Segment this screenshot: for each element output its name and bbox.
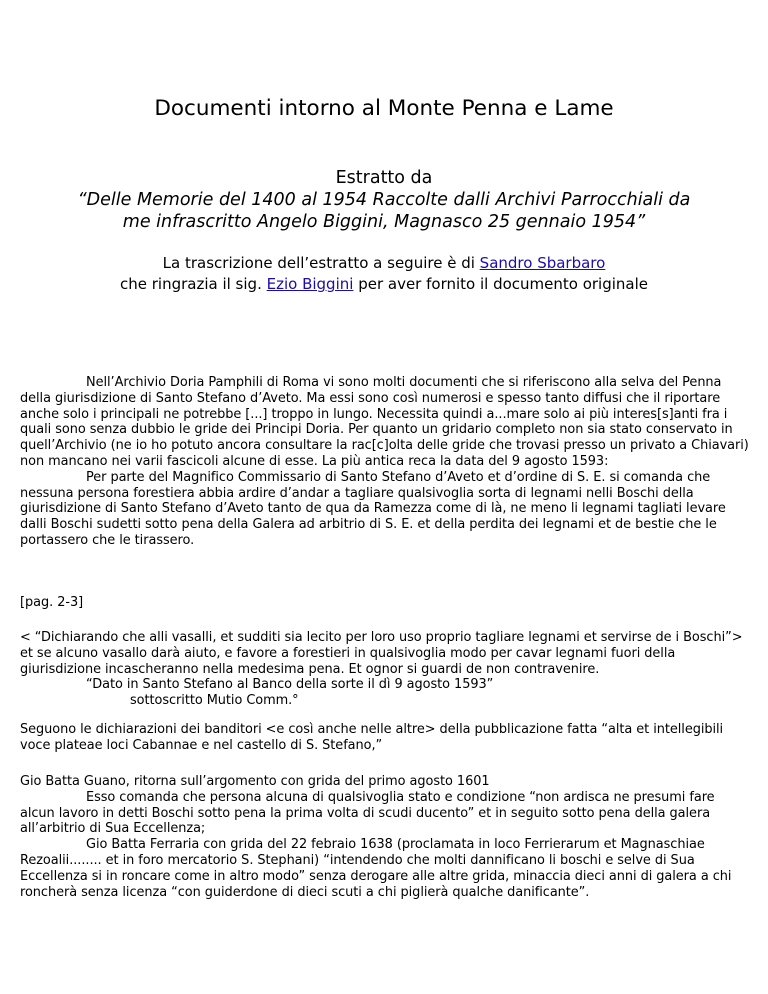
signed-line [20,693,750,709]
paragraph-vassals: < “Dichiarando che alli vasalli, et sudditi sia lecito per loro uso proprio tagliare legnami et servirse de i Boschi”> et se alcuno vasallo darà aiuto, e favore a forestieri in qualsivoglia modo per cavar legnami fuori della giurisdizione incascheranno nella medesima pena. Et ognor si guardi de non contravenire. [20,630,743,677]
paragraph-2-text: Per parte del Magnifico Commissario di Santo Stefano d’Aveto et d’ordine di S. E. si comanda che nessuna persona forestiera abbia ardire d’andar a tagliare qualsivoglia sorta di legnami nelli Boschi della giurisdizione di Santo Stefano d’Aveto tanto de qua da Ramezza come di là, ne meno li legnami tagliati levare dalli Boschi sudetti sotto pena della Galera ad arbitrio di S. E. et della perdita dei legnami et de bestie che le portassero che le tirassero. [20,469,726,548]
page-title: Documenti intorno al Monte Penna e Lame [154,96,614,121]
text-block-3 [20,722,750,754]
page-reference: [pag. 2-3] [20,595,84,610]
text-block-4 [20,774,750,900]
paragraph-6-text: Esso comanda che persona alcuna di qualsivoglia stato e condizione “non ardisca ne presumi fare alcun lavoro in detti Boschi sotto pena la prima volta di scudi ducento” et in seguito sotto pena della galera all’arbitrio di Sua Eccellenza; [20,789,715,837]
dated-line-text: “Dato in Santo Stefano al Banco della sorte il dì 9 agosto 1593” [86,677,494,693]
paragraph-decree [20,470,750,549]
paragraph-ferraria [20,837,750,900]
signed-line-text: sottoscritto Mutio Comm.° [130,693,299,709]
transcription-credits [0,253,768,295]
paragraph-7-text: Gio Batta Ferraria con grida del 22 febraio 1638 (proclamata in loco Ferrierarum et Magnaschiae Rezoalii........ et in foro mercatorio S. Stephani) “intendendo che molti dannificano li boschi e selve di Sua Eccellenza si in roncare come in altro modo” senza derogare alle altre grida, minaccia dieci anni di galera a chi roncherà senza licenza “con guiderdone di dieci scuti a chi piglierà qualche danificante”. [20,837,732,900]
dated-line [20,677,750,693]
paragraph-1-text: Nell’Archivio Doria Pamphili di Roma vi sono molti documenti che si riferiscono alla selva del Penna della giurisdizione di Santo Stefano d’Aveto. Ma essi sono così numerosi e spesso tanto diffusi che il riportare anche solo i principali ne potrebbe [...] troppo in lungo. Necessita quindi a...mare solo ai più interes[s]anti fra i quali sono senza dubbio le gride dei Principi Doria. Per quanto un gridario completo non sia stato conservato in quell’Archivio (ne io ho potuto ancora consultare la rac[c]olta delle gride che trovasi presso un privato a Chiavari) non mancano nei varii fascicoli alcune di esse. La più antica reca la data del 9 agosto 1593: [20,375,749,469]
credits-line-1-text: La trascrizione dell’estratto a seguire è di [162,254,480,272]
excerpt-heading [20,167,748,233]
text-block-2 [20,630,750,709]
excerpt-source-line-2: me infrascritto Angelo Biggini, Magnasco 25 gennaio 1954” [122,212,646,232]
credits-line-1 [0,253,768,274]
paragraph-archive [20,375,750,470]
excerpt-label: Estratto da [335,168,433,188]
provider-link[interactable]: Ezio Biggini [266,275,354,293]
credits-line-2 [0,274,768,295]
paragraph-guano: Gio Batta Guano, ritorna sull’argomento con grida del primo agosto 1601 [20,774,490,789]
credits-line-2-text: che ringrazia il sig. [119,275,267,293]
paragraph-command [20,790,750,837]
paragraph-declarations: Seguono le dichiarazioni dei banditori <e così anche nelle altre> della pubblicazione fatta “alta et intellegibili voce plateae loci Cabannae e nel castello di S. Stefano,” [20,722,724,753]
excerpt-source-line-1: “Delle Memorie del 1400 al 1954 Raccolte dalli Archivi Parrocchiali da [77,190,691,210]
transcriber-link[interactable]: Sandro Sbarbaro [479,254,606,272]
credits-line-2-suffix: per aver fornito il documento originale [353,275,648,293]
text-block-1 [20,375,750,549]
